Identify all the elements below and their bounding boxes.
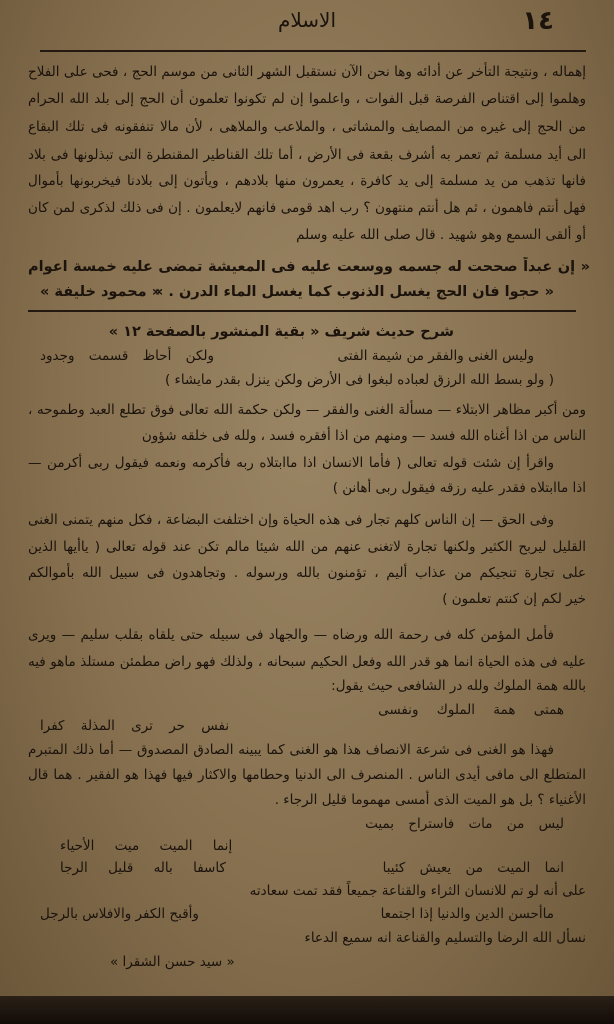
paragraph-line: خير لكم إن كنتم تعلمون )	[442, 591, 586, 607]
paragraph-line: فهذا هو الغنى فى شرعة الانصاف هذا هو الغنى كما يبينه الصادق المصدوق — أما ذلك المتبرم	[28, 742, 554, 758]
closing-line: نسأل الله الرضا والتسليم والقناعة انه سميع الدعاء	[304, 930, 586, 946]
verse-line: انما الميت من يعيش كئيبا	[382, 860, 564, 876]
verse-line: وأقبح الكفر والافلاس بالرجل	[40, 906, 199, 922]
paragraph-line: أو ألقى السمع وهو شهيد . قال صلى الله عليه وسلم	[296, 227, 586, 243]
paragraph-line: القليل ليربح الكثير ولكنها تجارة لاتغنى عنهم من الله شيئا مالم تكن عند قوله تعالى ( ياأيها الذين	[28, 539, 586, 555]
verse-line: ليس من مات فاستراح بميت	[365, 816, 564, 832]
hadith-quote: « حجوا فان الحج يغسل الذنوب كما يغسل الماء الدرن . »	[153, 284, 554, 300]
paragraph-line: من الحج إلى غيره من المصايف والمشاتى ، والملاعب والملاهى ، لأن مالا تنفقونه فى تلك البقاع	[28, 119, 586, 135]
paragraph-line: فهل أنتم فاهمون ، ثم هل أنتم منتهون ؟ رب اهد قومى فانهم لايعلمون . إن فى ذلك لذكرى لمن كان	[28, 200, 586, 216]
paragraph-line: الناس من اذا أغناه الله فسد — ومنهم من اذا أفقره فسد ، ولله فى خلقه شؤون	[141, 428, 586, 444]
paragraph-line: بالله همة الملوك ولله در الشافعى حيث يقول:	[331, 678, 586, 694]
paragraph-line: إهماله ، ونتيجة التأخر عن أدائه وها نحن الآن نستقبل الشهر الثانى من موسم الحج ، فحى على الفلاح	[28, 64, 586, 80]
verse-line: ماأحسن الدين والدنيا إذا اجتمعا	[380, 906, 554, 922]
author-signature: « سيد حسن الشقرا »	[110, 954, 235, 970]
verse-line: نفس حر ترى المذلة كفرا	[40, 718, 230, 734]
paragraph-line: المتطلع الى مافى أيدى الناس . المنصرف الى الدنيا وحطامها والاكثار فيها فهذا هو الفقير . هما قال	[28, 767, 586, 783]
paragraph-line: وفى الحق — إن الناس كلهم تجار فى هذه الحياة وإن اختلفت البضاعة ، فكل منهم يتمنى الغنى	[28, 512, 554, 528]
paragraph-line: واقرأ إن شئت قوله تعالى ( فأما الانسان اذا ماابتلاه ربه فأكرمه ونعمه فيقول ربى أكرمن —	[28, 455, 554, 471]
paragraph-line: على أنه لو تم للانسان الثراء والقناعة جميعاً فقد تمت سعادته	[249, 883, 586, 899]
page-edge-shadow	[0, 996, 614, 1024]
magazine-title: الاسلام	[277, 8, 337, 32]
paragraph-line: فأمل المؤمن كله فى رحمة الله ورضاه — والجهاد فى سبيله حتى يلقاه بقلب سليم — ويرى	[28, 627, 554, 643]
page-number: ١٤	[522, 6, 554, 36]
hadith-quote: « إن عبداً صححت له جسمه ووسعت عليه فى المعيشة تمضى عليه خمسة اعوام	[28, 259, 590, 275]
paragraph-line: الأغنياء ؟ بل هو الميت الذى أمسى مهموما قليل الرجاء .	[274, 792, 586, 808]
paragraph-line: ( ولو بسط الله الرزق لعباده لبغوا فى الأرض ولكن ينزل بقدر مايشاء )	[165, 372, 554, 388]
paragraph-line: عليه فى هذه الحياة انما هو قدر الله وفعل الحكيم سبحانه ، ولذلك فهو راض مطمئن مستلذ ماهو فيه	[28, 654, 586, 670]
verse-line: همتى همة الملوك ونفسى	[378, 702, 564, 718]
header-divider	[40, 50, 586, 52]
paragraph-line: على تجارة تنجيكم من عذاب أليم ، تؤمنون بالله ورسوله . وتجاهدون فى سبيل الله بأموالكم	[28, 565, 586, 581]
author-signature: « محمود خليفة »	[40, 284, 162, 300]
paragraph-line: فانها تذهب من يد مسلمة إلى يد كافرة ، يعمرون منها بلادهم ، ويأتون إلى بلادنا فيخربونها بأموال	[28, 173, 586, 189]
paragraph-line: ومن أكبر مظاهر الابتلاء — مسألة الغنى والفقر — ولكن حكمة الله تعالى فوق تطلع العبد وطموحه ،	[28, 402, 586, 418]
paragraph-line: وهلموا إلى اقتناص الفرصة قبل الفوات ، واعلموا إن لم تكونوا تعلمون أن الحج إلى بلد الله الحرام	[28, 91, 586, 107]
paragraph-line: الى أيد مسلمة ثم تعمر به أشرف بقعة فى الأرض ، أما تلك القناطير المقنطرة التى تبذلونها فى بلاد	[28, 147, 586, 163]
verse-line: ولكن أحاظ قسمت وجدود	[40, 348, 214, 364]
paragraph-line: اذا ماابتلاه فقدر عليه رزقه فيقول ربى أهانن )	[332, 480, 586, 496]
verse-line: وليس الغنى والفقر من شيمة الفتى	[337, 348, 534, 364]
article-divider	[28, 310, 576, 312]
verse-line: كاسفا باله قليل الرجا	[60, 860, 226, 876]
verse-line: إنما الميت ميت الأحياء	[60, 838, 233, 854]
article-title: شرح حديث شريف « بقية المنشور بالصفحة ١٢ »	[108, 324, 454, 340]
